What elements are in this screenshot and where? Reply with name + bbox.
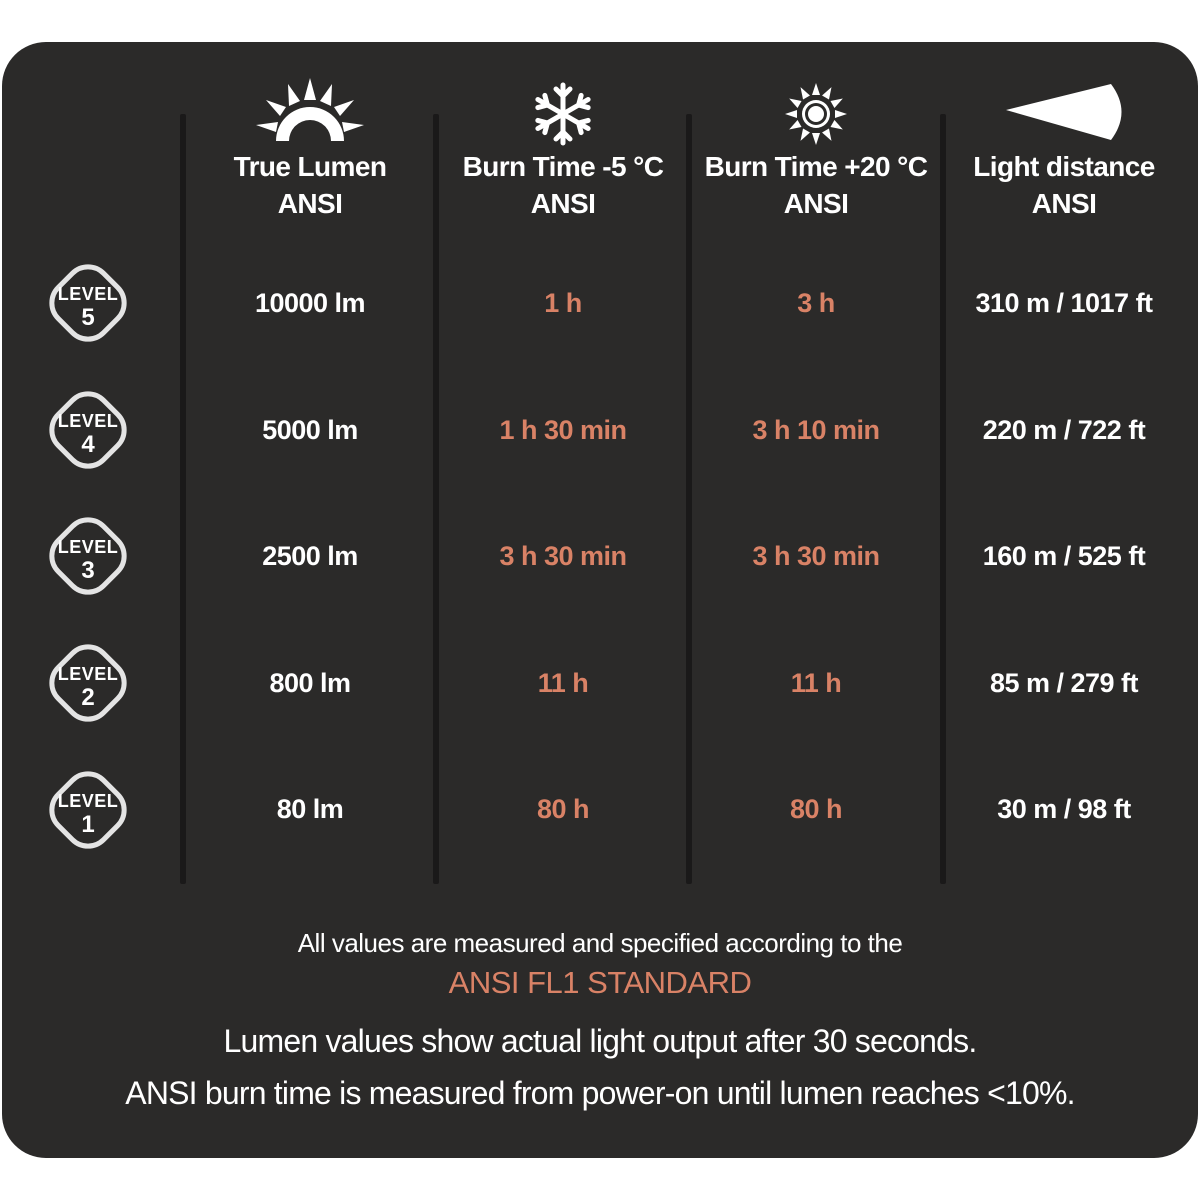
level-badge	[38, 506, 138, 606]
burn-time-cold-value: 1 h	[544, 288, 582, 318]
level-badge	[38, 253, 138, 353]
burn-time-cold-value: 80 h	[536, 794, 590, 824]
light-distance-value: 220 m / 722 ft	[982, 415, 1146, 445]
level-number: 1	[81, 811, 95, 838]
column-divider	[433, 114, 439, 884]
header-subtitle: ANSI	[1031, 188, 1097, 219]
light-distance-value: 30 m / 98 ft	[997, 794, 1131, 824]
light-beam-icon	[1006, 76, 1126, 146]
header-subtitle: ANSI	[783, 188, 849, 219]
header-title: Burn Time +20 °C	[704, 151, 928, 182]
measurement-note: All values are measured and specified according to the	[297, 928, 903, 958]
lumen-value: 2500 lm	[262, 541, 358, 571]
sunrise-icon	[250, 76, 370, 146]
light-distance-value: 160 m / 525 ft	[982, 541, 1146, 571]
level-label: LEVEL	[57, 284, 119, 304]
column-divider	[686, 114, 692, 884]
lumen-note: Lumen values show actual light output after 30 seconds.	[223, 1023, 977, 1059]
header-subtitle: ANSI	[277, 188, 343, 219]
header-title: True Lumen	[233, 151, 387, 182]
level-badge	[38, 633, 138, 733]
column-divider	[940, 114, 946, 884]
lumen-value: 800 lm	[269, 668, 351, 698]
burn-time-warm-value: 3 h 10 min	[752, 415, 880, 445]
sun-icon	[756, 76, 876, 146]
burn-time-note: ANSI burn time is measured from power-on until lumen reaches <10%.	[125, 1075, 1075, 1111]
header-true-lumen	[180, 148, 440, 222]
light-distance-value: 85 m / 279 ft	[989, 668, 1139, 698]
level-badge	[38, 760, 138, 860]
ansi-standard-label: ANSI FL1 STANDARD	[448, 965, 752, 1000]
burn-time-warm-value: 3 h 30 min	[752, 541, 880, 571]
snowflake-icon	[503, 76, 623, 146]
level-label: LEVEL	[57, 664, 119, 684]
header-subtitle: ANSI	[530, 188, 596, 219]
level-label: LEVEL	[57, 791, 119, 811]
level-label: LEVEL	[57, 537, 119, 557]
lumen-value: 5000 lm	[262, 415, 358, 445]
burn-time-warm-value: 80 h	[789, 794, 843, 824]
burn-time-cold-value: 1 h 30 min	[499, 415, 627, 445]
header-burn-time-warm	[686, 148, 946, 222]
header-light-distance	[934, 148, 1194, 222]
level-number: 4	[81, 431, 95, 458]
column-divider	[180, 114, 186, 884]
level-badge	[38, 380, 138, 480]
level-number: 5	[81, 304, 95, 331]
lumen-value: 80 lm	[276, 794, 344, 824]
level-number: 2	[81, 684, 95, 711]
burn-time-warm-value: 3 h	[797, 288, 835, 318]
header-title: Light distance	[973, 151, 1155, 182]
lumen-value: 10000 lm	[254, 288, 366, 318]
burn-time-warm-value: 11 h	[790, 668, 842, 698]
spec-table-card	[2, 42, 1198, 1158]
header-burn-time-cold	[433, 148, 693, 222]
burn-time-cold-value: 11 h	[537, 668, 589, 698]
burn-time-cold-value: 3 h 30 min	[499, 541, 627, 571]
light-distance-value: 310 m / 1017 ft	[975, 288, 1153, 318]
level-label: LEVEL	[57, 411, 119, 431]
level-number: 3	[81, 557, 95, 584]
header-title: Burn Time -5 °C	[462, 151, 664, 182]
